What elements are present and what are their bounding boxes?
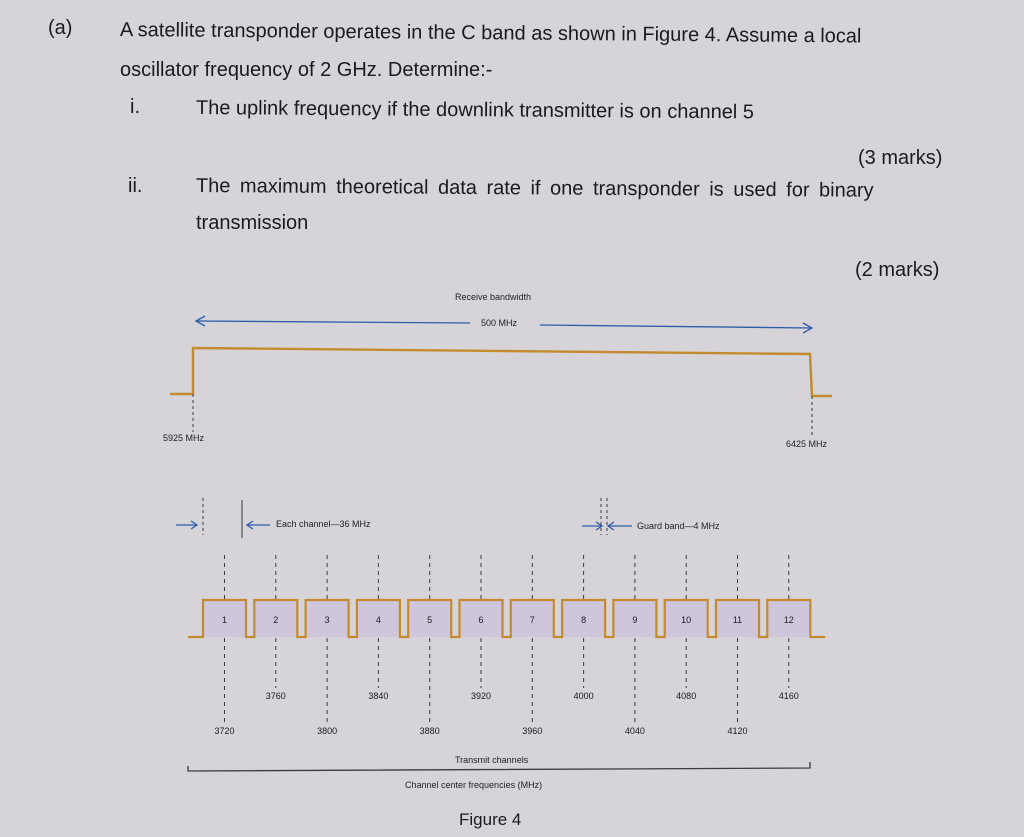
center-frequency-10: 4080: [676, 691, 697, 701]
center-frequency-9: 4040: [624, 726, 645, 736]
guard-band-label: Guard band—4 MHz: [637, 521, 720, 531]
center-frequency-4: 3840: [368, 691, 389, 701]
channel-number-2: 2: [273, 615, 279, 625]
item-1-marks: (3 marks): [858, 147, 943, 169]
item-2-text-cont: transmission: [196, 212, 309, 234]
item-2-marks: (2 marks): [855, 259, 940, 281]
channel-number-11: 11: [732, 615, 743, 625]
intro-line-1: A satellite transponder operates in the C band as shown in Figure 4. Assume a local: [119, 19, 862, 48]
center-frequency-6: 3920: [470, 691, 492, 701]
band-end-label: 6425 MHz: [786, 439, 828, 449]
each-channel-label: Each channel—36 MHz: [276, 519, 371, 529]
center-frequency-1: 3720: [214, 726, 235, 736]
center-frequency-12: 4160: [778, 691, 799, 701]
channel-number-12: 12: [783, 615, 794, 625]
receive-bandwidth-value: 500 MHz: [481, 318, 518, 328]
figure-caption: Figure 4: [459, 810, 522, 829]
part-label: (a): [48, 17, 73, 39]
item-2-text: The maximum theoretical data rate if one transponder is used for binary: [195, 175, 874, 202]
center-frequency-3: 3800: [317, 726, 338, 736]
center-frequency-8: 4000: [573, 691, 594, 701]
channel-width-arrows: [176, 521, 632, 530]
receive-bandwidth-label: Receive bandwidth: [455, 292, 532, 302]
channel-number-1: 1: [221, 615, 227, 625]
channel-number-7: 7: [529, 615, 535, 625]
channel-number-6: 6: [478, 615, 484, 625]
channel-width-markers: [203, 498, 607, 538]
center-frequency-11: 4120: [727, 726, 748, 736]
channel-number-8: 8: [581, 615, 587, 625]
intro-line-2: oscillator frequency of 2 GHz. Determine:-: [120, 59, 493, 81]
transmit-channels-label: Transmit channels: [455, 755, 529, 765]
item-1-numeral: i.: [130, 96, 140, 118]
center-frequency-2: 3760: [265, 691, 286, 701]
receive-band: [170, 348, 832, 438]
channel-number-9: 9: [632, 615, 638, 625]
item-1-text: The uplink frequency if the downlink transmitter is on channel 5: [195, 97, 755, 124]
center-frequency-5: 3880: [419, 726, 440, 736]
channel-number-10: 10: [681, 615, 692, 625]
center-freqs-label: Channel center frequencies (MHz): [405, 780, 543, 790]
channel-number-4: 4: [375, 615, 381, 625]
band-start-label: 5925 MHz: [163, 433, 205, 443]
item-2-numeral: ii.: [128, 175, 143, 197]
channel-number-5: 5: [427, 615, 433, 625]
center-frequency-7: 3960: [522, 726, 543, 736]
channel-number-3: 3: [324, 615, 330, 625]
